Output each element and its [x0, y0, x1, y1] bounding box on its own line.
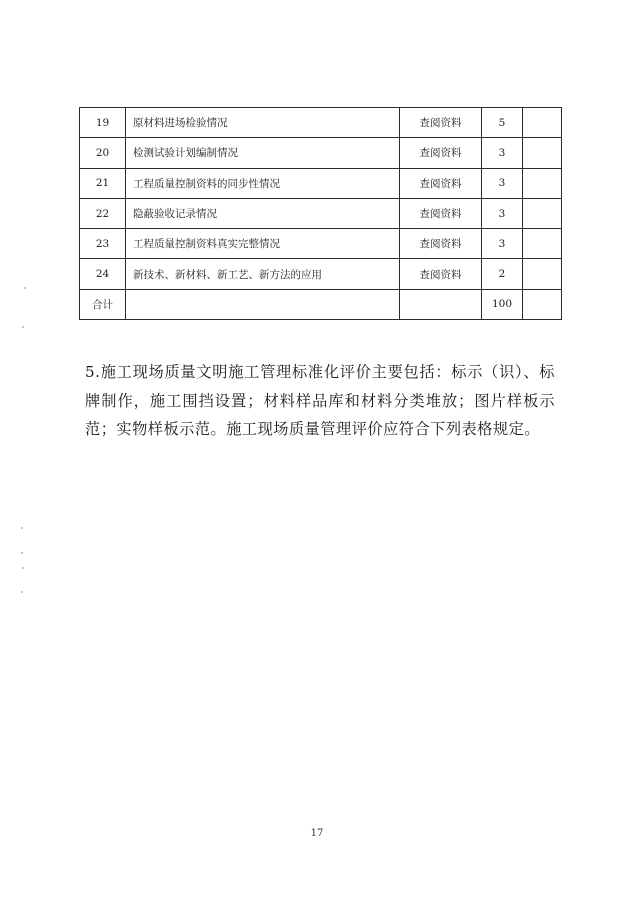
page-number: 17 [310, 828, 324, 839]
actual-score-cell [523, 259, 562, 289]
standard-score: 3 [482, 138, 523, 168]
check-method: 查阅资料 [400, 108, 482, 138]
actual-score-cell [523, 229, 562, 259]
table-row [80, 168, 562, 198]
check-method: 查阅资料 [400, 198, 482, 228]
table-row [80, 229, 562, 259]
row-number: 20 [80, 138, 126, 168]
row-number: 22 [80, 198, 126, 228]
row-number: 21 [80, 168, 126, 198]
standard-score: 3 [482, 229, 523, 259]
actual-score-cell [523, 108, 562, 138]
evaluation-item: 工程质量控制资料真实完整情况 [126, 229, 400, 259]
evaluation-table [79, 107, 562, 320]
evaluation-item: 工程质量控制资料的同步性情况 [126, 168, 400, 198]
row-number: 19 [80, 108, 126, 138]
scan-speck [22, 326, 24, 328]
evaluation-item: 原材料进场检验情况 [126, 108, 400, 138]
scan-speck [21, 552, 23, 554]
row-number: 24 [80, 259, 126, 289]
actual-score-cell [523, 198, 562, 228]
table-row [80, 198, 562, 228]
table-row [80, 259, 562, 289]
check-method: 查阅资料 [400, 229, 482, 259]
table-row [80, 108, 562, 138]
body-paragraph: 5.施工现场质量文明施工管理标准化评价主要包括：标示（识）、标牌制作，施工围挡设置；材料样品库和材料分类堆放；图片样板示范；实物样板示范。施工现场质量管理评价应符合下列表格规定。 [85, 363, 555, 438]
standard-score: 5 [482, 108, 523, 138]
actual-score-cell [523, 168, 562, 198]
scan-speck [22, 567, 24, 569]
scan-speck [21, 527, 23, 529]
total-method-cell [400, 289, 482, 319]
evaluation-item: 隐蔽验收记录情况 [126, 198, 400, 228]
table-total-row [80, 289, 562, 319]
evaluation-item: 新技术、新材料、新工艺、新方法的应用 [126, 259, 400, 289]
actual-score-cell [523, 138, 562, 168]
standard-score: 3 [482, 198, 523, 228]
total-score: 100 [482, 289, 523, 319]
check-method: 查阅资料 [400, 259, 482, 289]
total-label: 合计 [80, 289, 126, 319]
table-row [80, 138, 562, 168]
row-number: 23 [80, 229, 126, 259]
check-method: 查阅资料 [400, 168, 482, 198]
total-item-cell [126, 289, 400, 319]
standard-score: 3 [482, 168, 523, 198]
total-actual-cell [523, 289, 562, 319]
scan-speck [21, 591, 23, 593]
evaluation-item: 检测试验计划编制情况 [126, 138, 400, 168]
scan-speck [24, 287, 26, 289]
check-method: 查阅资料 [400, 138, 482, 168]
standard-score: 2 [482, 259, 523, 289]
